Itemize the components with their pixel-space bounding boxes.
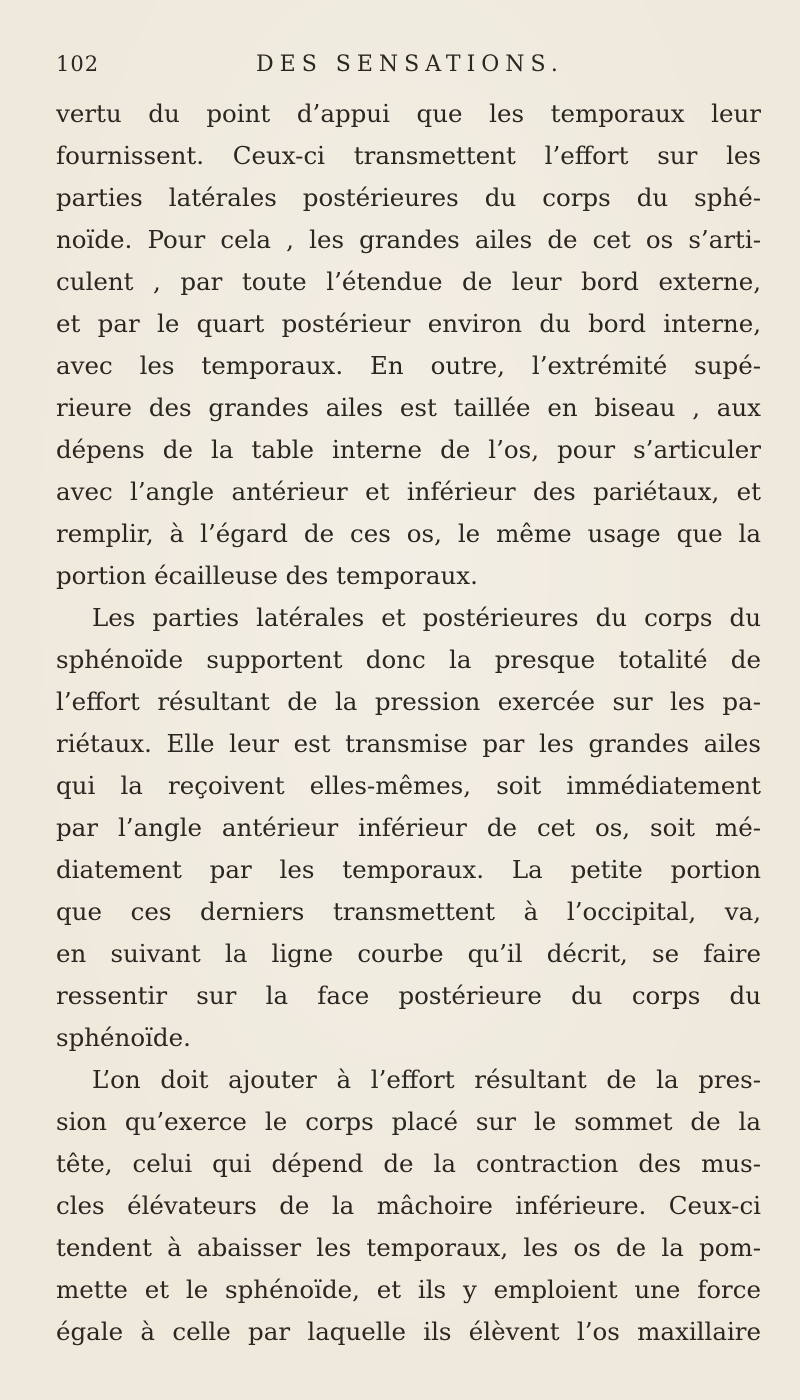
text-line: par l’angle antérieur inférieur de cet os, soit mé- xyxy=(56,813,761,842)
text-line: tête, celui qui dépend de la contraction des mus- xyxy=(56,1149,761,1178)
text-line: que ces derniers transmettent à l’occipital, va, xyxy=(56,897,761,926)
text-line: égale à celle par laquelle ils élèvent l’os maxillaire xyxy=(56,1317,761,1346)
text-line: portion écailleuse des temporaux. xyxy=(56,561,478,590)
text-line: riétaux. Elle leur est transmise par les grandes ailes xyxy=(56,729,761,758)
text-line: et par le quart postérieur environ du bord interne, xyxy=(56,309,761,338)
text-line: mette et le sphénoïde, et ils y emploient une force xyxy=(56,1275,761,1304)
text-line: remplir, à l’égard de ces os, le même usage que la xyxy=(56,519,761,548)
text-line: noïde. Pour cela , les grandes ailes de cet os s’arti- xyxy=(56,225,761,254)
text-line: sion qu’exerce le corps placé sur le sommet de la xyxy=(56,1107,761,1136)
text-line: diatement par les temporaux. La petite portion xyxy=(56,855,761,884)
text-line: L’on doit ajouter à l’effort résultant de la pres- xyxy=(92,1065,761,1094)
text-line: ressentir sur la face postérieure du corps du xyxy=(56,981,761,1010)
text-line: Les parties latérales et postérieures du corps du xyxy=(92,603,761,632)
body-text xyxy=(56,93,761,1353)
text-line: fournissent. Ceux-ci transmettent l’effort sur les xyxy=(56,141,761,170)
text-line: qui la reçoivent elles-mêmes, soit immédiatement xyxy=(56,771,761,800)
running-title: DES SENSATIONS. xyxy=(256,52,564,77)
text-line: rieure des grandes ailes est taillée en biseau , aux xyxy=(56,393,761,422)
text-line: cles élévateurs de la mâchoire inférieure. Ceux-ci xyxy=(56,1191,761,1220)
text-line: sphénoïde supportent donc la presque totalité de xyxy=(56,645,761,674)
text-line: sphénoïde. xyxy=(56,1023,191,1052)
text-line: dépens de la table interne de l’os, pour s’articuler xyxy=(56,435,761,464)
text-line: parties latérales postérieures du corps du sphé- xyxy=(56,183,761,212)
text-line: l’effort résultant de la pression exercée sur les pa- xyxy=(56,687,761,716)
running-head xyxy=(56,52,756,86)
text-line: avec l’angle antérieur et inférieur des pariétaux, et xyxy=(56,477,761,506)
text-line: vertu du point d’appui que les temporaux leur xyxy=(56,99,761,128)
text-line: avec les temporaux. En outre, l’extrémité supé- xyxy=(56,351,761,380)
text-line: tendent à abaisser les temporaux, les os de la pom- xyxy=(56,1233,761,1262)
text-line: culent , par toute l’étendue de leur bord externe, xyxy=(56,267,761,296)
text-line: en suivant la ligne courbe qu’il décrit, se faire xyxy=(56,939,761,968)
page-number: 102 xyxy=(56,52,100,76)
